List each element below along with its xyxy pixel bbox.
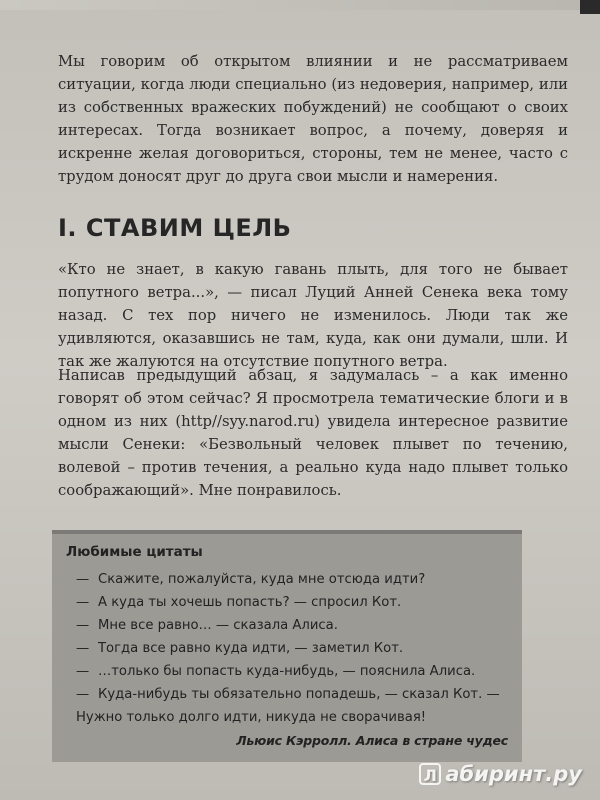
dash-mark: —: [76, 641, 90, 656]
labyrinth-logo-icon: Л: [419, 763, 441, 785]
paragraph-2: [58, 258, 568, 373]
page-top-edge: [0, 0, 600, 10]
top-corner-mark: [580, 0, 600, 14]
quote-line: [66, 591, 508, 614]
quote-line-text: Мне все равно… — сказала Алиса.: [98, 618, 338, 633]
quote-line: [66, 637, 508, 660]
paragraph-3: [58, 364, 568, 502]
quote-line-text: Куда-нибудь ты обязательно попадешь, — сказал Кот. — Нужно только долго идти, никуда не сворачивая!: [76, 687, 500, 725]
quote-box: [52, 530, 522, 762]
quote-line: [66, 683, 508, 729]
watermark: [419, 762, 582, 786]
paragraph-1: [58, 50, 568, 188]
quote-line-text: Тогда все равно куда идти, — заметил Кот.: [98, 641, 404, 656]
paragraph-1-text: Мы говорим об открытом влиянии и не рассматриваем ситуации, когда люди специально (из недоверия, например, или из собственных вражеских побуждений) не сообщают о своих интересах. Тогда возникает вопрос, а почему, доверяя и искренне желая договориться, стороны, тем не менее, часто с трудом доносят друг до друга свои мысли и намерения.: [58, 53, 568, 185]
quote-line-text: Скажите, пожалуйста, куда мне отсюда идти?: [98, 572, 426, 587]
quote-box-title: Любимые цитаты: [66, 544, 203, 560]
dash-mark: —: [76, 572, 90, 587]
quote-line: [66, 660, 508, 683]
dash-mark: —: [76, 664, 90, 679]
dash-mark: —: [76, 618, 90, 633]
paragraph-2-text: «Кто не знает, в какую гавань плыть, для того не бывает попутного ветра...», — писал Луций Анней Сенека века тому назад. С тех пор ничего не изменилось. Люди так же удивляются, оказавшись не там, куда, как они думали, шли. И так же жалуются на отсутствие попутного ветра.: [58, 261, 568, 370]
dash-mark: —: [76, 595, 90, 610]
quote-line: [66, 614, 508, 637]
paragraph-3-text: Написав предыдущий абзац, я задумалась – а как именно говорят об этом сейчас? Я просмотрела тематические блоги и в одном из них (http//syy.narod.ru) увидела интересное развитие мысли Сенеки: «Безвольный человек плывет по течению, волевой – против течения, а реально куда надо плывет только соображающий». Мне понравилось.: [58, 367, 568, 499]
section-heading: I. СТАВИМ ЦЕЛЬ: [58, 214, 292, 242]
quote-source: Льюис Кэрролл. Алиса в стране чудес: [236, 733, 508, 748]
watermark-text: абиринт.ру: [445, 762, 582, 786]
quote-line-text: …только бы попасть куда-нибудь, — пояснила Алиса.: [98, 664, 476, 679]
dash-mark: —: [76, 687, 90, 702]
quote-line: [66, 568, 508, 591]
quote-line-text: А куда ты хочешь попасть? — спросил Кот.: [98, 595, 402, 610]
